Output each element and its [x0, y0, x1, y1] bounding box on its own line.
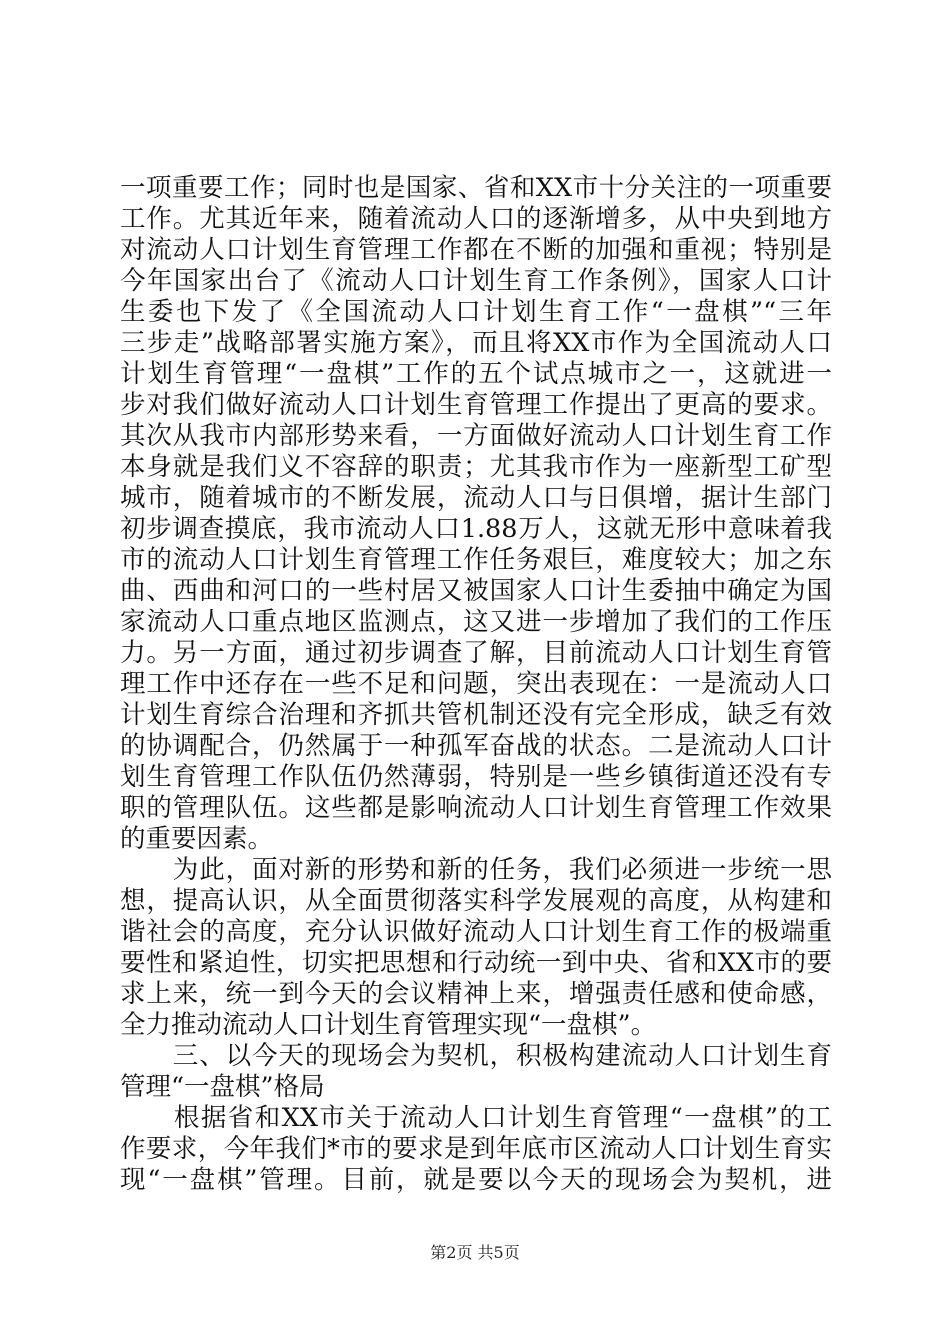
text-line: 要性和紧迫性，切实把思想和行动统一到中央、省和XX市的要: [120, 948, 832, 978]
text-line: 今年国家出台了《流动人口计划生育工作条例》，国家人口计: [120, 266, 832, 296]
body-text: [120, 173, 832, 1196]
text-line: 城市，随着城市的不断发展，流动人口与日俱增，据计生部门: [120, 483, 832, 513]
text-line: 理工作中还存在一些不足和问题，突出表现在：一是流动人口: [120, 669, 832, 699]
text-line: 谐社会的高度，充分认识做好流动人口计划生育工作的极端重: [120, 917, 832, 947]
text-line: 想，提高认识，从全面贯彻落实科学发展观的高度，从构建和: [120, 886, 832, 916]
text-line: 职的管理队伍。这些都是影响流动人口计划生育管理工作效果: [120, 793, 832, 823]
text-line: 划生育管理工作队伍仍然薄弱，特别是一些乡镇街道还没有专: [120, 762, 832, 792]
text-line: 市的流动人口计划生育管理工作任务艰巨，难度较大；加之东: [120, 545, 832, 575]
text-line: 为此，面对新的形势和新的任务，我们必须进一步统一思: [120, 855, 832, 885]
section-heading-line: 三、以今天的现场会为契机，积极构建流动人口计划生育: [120, 1041, 832, 1071]
text-line: 计划生育管理“一盘棋”工作的五个试点城市之一，这就进一: [120, 359, 832, 389]
text-line: 工作。尤其近年来，随着流动人口的逐渐增多，从中央到地方: [120, 204, 832, 234]
text-line: 对流动人口计划生育管理工作都在不断的加强和重视；特别是: [120, 235, 832, 265]
text-line: 力。另一方面，通过初步调查了解，目前流动人口计划生育管: [120, 638, 832, 668]
section-heading-line: 管理“一盘棋”格局: [120, 1072, 325, 1102]
text-line: 计划生育综合治理和齐抓共管机制还没有完全形成，缺乏有效: [120, 700, 832, 730]
text-line: 曲、西曲和河口的一些村居又被国家人口计生委抽中确定为国: [120, 576, 832, 606]
text-line: 的重要因素。: [120, 824, 274, 854]
text-line: 作要求，今年我们*市的要求是到年底市区流动人口计划生育实: [120, 1134, 832, 1164]
page-number-footer: 第2页 共5页: [430, 1243, 520, 1262]
text-line: 求上来，统一到今天的会议精神上来，增强责任感和使命感，: [120, 979, 832, 1009]
text-line: 现“一盘棋”管理。目前，就是要以今天的现场会为契机，进: [120, 1165, 832, 1195]
text-line: 一项重要工作；同时也是国家、省和XX市十分关注的一项重要: [120, 173, 832, 203]
text-line: 生委也下发了《全国流动人口计划生育工作“一盘棋”“三年: [120, 297, 832, 327]
text-line: 初步调查摸底，我市流动人口1.88万人，这就无形中意味着我: [120, 514, 832, 544]
text-line: 本身就是我们义不容辞的职责；尤其我市作为一座新型工矿型: [120, 452, 832, 482]
text-line: 三步走”战略部署实施方案》，而且将XX市作为全国流动人口: [120, 328, 832, 358]
text-line: 全力推动流动人口计划生育管理实现“一盘棋”。: [120, 1010, 657, 1040]
text-line: 步对我们做好流动人口计划生育管理工作提出了更高的要求。: [120, 390, 832, 420]
text-line: 的协调配合，仍然属于一种孤军奋战的状态。二是流动人口计: [120, 731, 832, 761]
text-line: 其次从我市内部形势来看，一方面做好流动人口计划生育工作: [120, 421, 832, 451]
text-line: 家流动人口重点地区监测点，这又进一步增加了我们的工作压: [120, 607, 832, 637]
text-line: 根据省和XX市关于流动人口计划生育管理“一盘棋”的工: [120, 1103, 832, 1133]
